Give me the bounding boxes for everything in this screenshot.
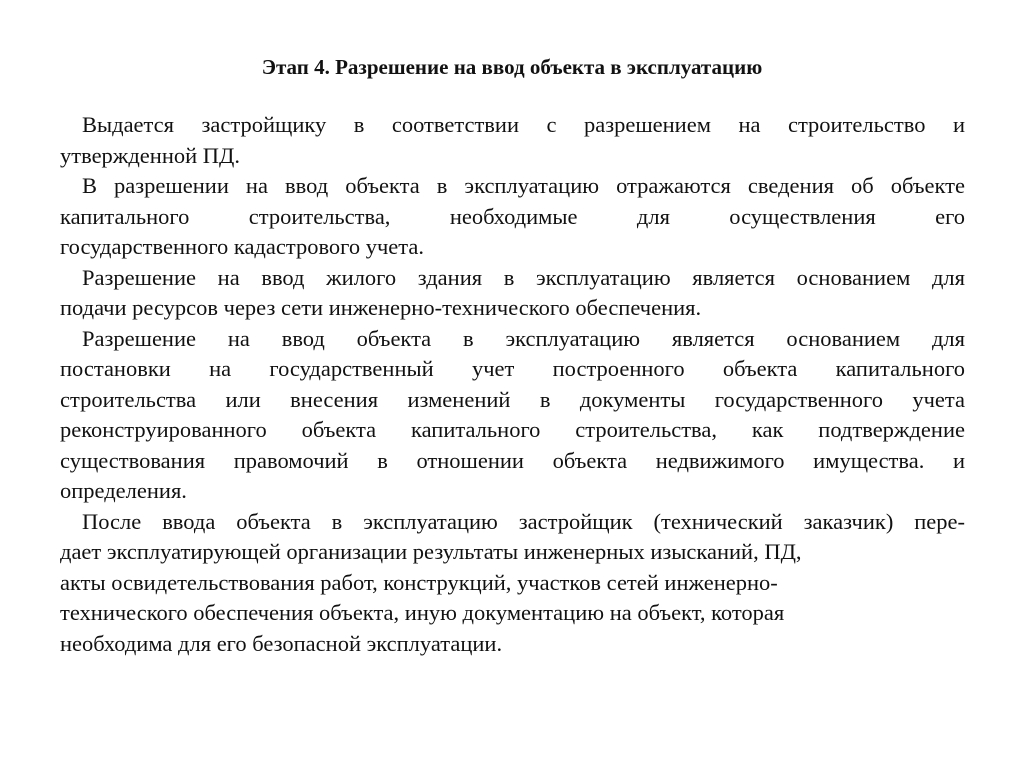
document-body <box>60 110 965 659</box>
text-line: технического обеспечения объекта, иную документацию на объект, которая <box>60 600 785 625</box>
page-title: Этап 4. Разрешение на ввод объекта в эксплуатацию <box>261 55 763 79</box>
text-line: необходима для его безопасной эксплуатации. <box>60 630 503 656</box>
text-line: Выдается застройщику в соответствии с разрешением на строительство и <box>82 112 965 137</box>
text-line: После ввода объекта в эксплуатацию застройщик (технический заказчик) пере- <box>82 508 965 534</box>
text-line: капитального строительства, необходимые для осуществления его <box>60 203 965 229</box>
text-line: В разрешении на ввод объекта в эксплуатацию отражаются сведения об объекте <box>82 173 965 198</box>
text-line: постановки на государственный учет построенного объекта капитального <box>60 356 965 381</box>
text-line: Разрешение на ввод жилого здания в эксплуатацию является основанием для <box>82 264 965 290</box>
text-line: акты освидетельствования работ, конструкций, участков сетей инженерно- <box>60 569 778 595</box>
text-line: государственного кадастрового учета. <box>60 234 424 259</box>
text-line: реконструированного объекта капитального строительства, как подтверждение <box>60 417 965 442</box>
text-line: существования правомочий в отношении объекта недвижимого имущества. и <box>60 447 965 473</box>
text-line: подачи ресурсов через сети инженерно-технического обеспечения. <box>60 295 702 320</box>
text-line: определения. <box>60 478 187 503</box>
text-line: дает эксплуатирующей организации результаты инженерных изысканий, ПД, <box>60 539 802 564</box>
text-line: Разрешение на ввод объекта в эксплуатацию является основанием для <box>82 325 965 351</box>
text-line: строительства или внесения изменений в документы государственного учета <box>60 386 965 412</box>
text-line: утвержденной ПД. <box>60 142 241 168</box>
